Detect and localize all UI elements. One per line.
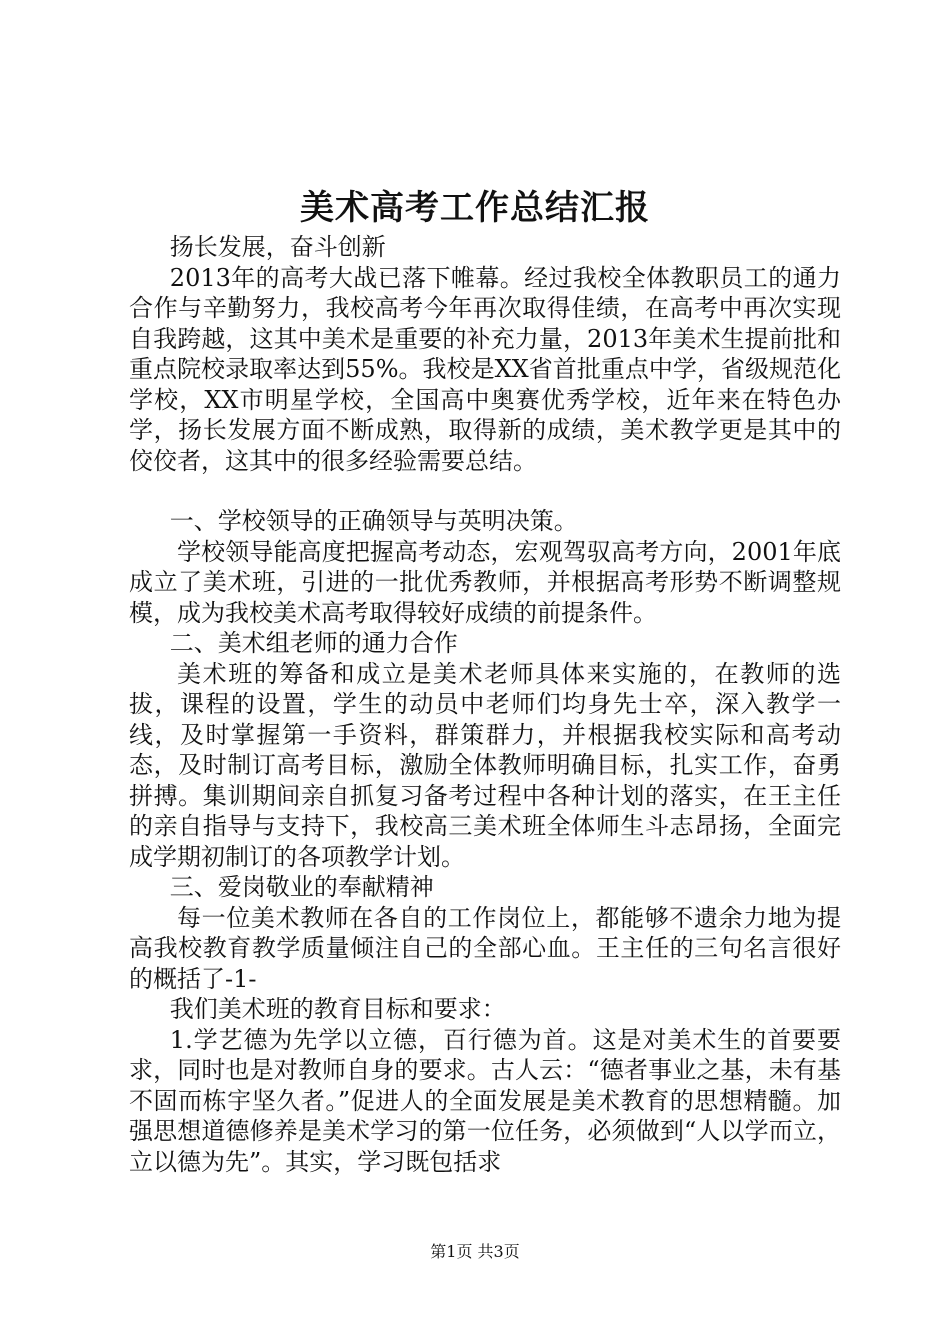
section-heading-1: 一、学校领导的正确领导与英明决策。 <box>169 507 578 535</box>
paragraph-section-2: 美术班的筹备和成立是美术老师具体来实施的，在教师的选拔，课程的设置，学生的动员中老师们均身先士卒，深入教学一线，及时掌握第一手资料，群策群力，并根据我校实际和高考动态，及时制订高考目标，激励全体教师明确目标，扎实工作，奋勇拼搏。集训期间亲自抓复习备考过程中各种计划的落实，在王主任的亲自指导与支持下，我校高三美术班全体师生斗志昂扬，全面完成学期初制订的各项教学计划。 <box>129 659 841 871</box>
page-footer: 第1页 共3页 <box>430 1242 520 1261</box>
paragraph-goal-1: 1.学艺德为先学以立德，百行德为首。这是对美术生的首要要求，同时也是对教师自身的要求。古人云：“德者事业之基，未有基不固而栋宇坚久者。”促进人的全面发展是美术教育的思想精髓。加强思想道德修养是美术学习的第一位任务，必须做到“人以学而立，立以德为先”。其实，学习既包括求 <box>129 1025 841 1176</box>
paragraph-intro: 2013年的高考大战已落下帷幕。经过我校全体教职员工的通力合作与辛勤努力，我校高考今年再次取得佳绩，在高考中再次实现自我跨越，这其中美术是重要的补充力量，2013年美术生提前批和重点院校录取率达到55%。我校是XX省首批重点中学，省级规范化学校，XX市明星学校，全国高中奥赛优秀学校，近年来在特色办学，扬长发展方面不断成熟，取得新的成绩，美术教学更是其中的佼佼者，这其中的很多经验需要总结。 <box>129 263 841 475</box>
document-title: 美术高考工作总结汇报 <box>300 188 650 228</box>
document-subtitle: 扬长发展，奋斗创新 <box>169 233 386 261</box>
section-heading-3: 三、爱岗敬业的奉献精神 <box>169 873 434 901</box>
document-body <box>129 232 841 1177</box>
paragraph-gap <box>129 476 841 506</box>
paragraph-section-3: 每一位美术教师在各自的工作岗位上，都能够不遗余力地为提高我校教育教学质量倾注自己的全部心血。王主任的三句名言很好的概括了-1- <box>129 903 841 993</box>
paragraph-section-1: 学校领导能高度把握高考动态，宏观驾驭高考方向，2001年底成立了美术班，引进的一批优秀教师，并根据高考形势不断调整规模，成为我校美术高考取得较好成绩的前提条件。 <box>129 537 841 627</box>
section-heading-2: 二、美术组老师的通力合作 <box>169 629 458 657</box>
paragraph-goals-intro: 我们美术班的教育目标和要求： <box>169 995 506 1023</box>
